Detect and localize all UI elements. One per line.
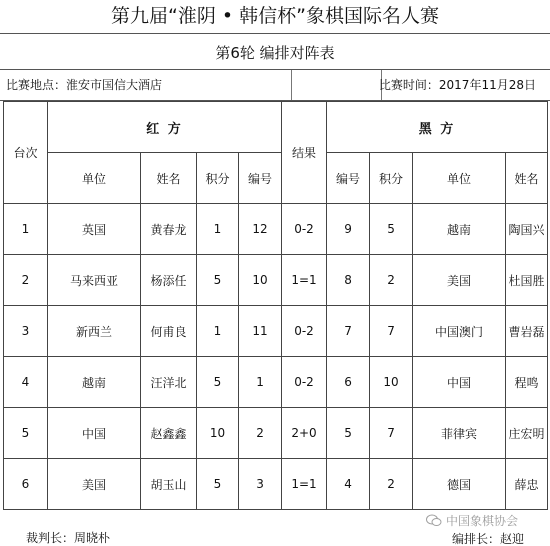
black-score-cell: 10 xyxy=(370,357,413,408)
black-score-cell: 7 xyxy=(370,408,413,459)
black-name-cell: 薛忠 xyxy=(506,459,548,510)
black-unit-cell: 中国 xyxy=(413,357,506,408)
black-unit-cell: 越南 xyxy=(413,204,506,255)
red-score-cell: 5 xyxy=(197,255,239,306)
red-number-cell: 10 xyxy=(239,255,282,306)
table-row xyxy=(4,255,548,306)
divider xyxy=(0,69,550,70)
red-unit-cell: 越南 xyxy=(48,357,141,408)
column-header: 单位 xyxy=(48,153,141,204)
red-unit-cell: 中国 xyxy=(48,408,141,459)
red-number-cell: 2 xyxy=(239,408,282,459)
table-row xyxy=(4,306,548,357)
table-row xyxy=(4,204,548,255)
black-name-cell: 曹岩磊 xyxy=(506,306,548,357)
result-cell: 0-2 xyxy=(282,357,327,408)
wechat-icon xyxy=(426,514,442,527)
table-row xyxy=(4,408,548,459)
black-score-cell: 2 xyxy=(370,255,413,306)
red-score-cell: 5 xyxy=(197,459,239,510)
watermark xyxy=(426,512,518,529)
arranger-label: 编排长：赵迎 xyxy=(452,532,525,546)
page-title: 第九届“淮阴 • 韩信杯”象棋国际名人赛 xyxy=(111,5,439,27)
round-cell: 2 xyxy=(4,255,48,306)
divider xyxy=(0,33,550,34)
result-cell: 1=1 xyxy=(282,459,327,510)
column-header: 单位 xyxy=(413,153,506,204)
round-cell: 5 xyxy=(4,408,48,459)
red-side-header: 红 方 xyxy=(48,102,282,153)
venue-label: 比赛地点：淮安市国信大酒店 xyxy=(6,78,163,92)
black-unit-cell: 美国 xyxy=(413,255,506,306)
red-unit-cell: 马来西亚 xyxy=(48,255,141,306)
black-name-cell: 程鸣 xyxy=(506,357,548,408)
red-number-cell: 3 xyxy=(239,459,282,510)
red-name-cell: 何甫良 xyxy=(141,306,197,357)
column-header: 积分 xyxy=(370,153,413,204)
red-name-cell: 赵鑫鑫 xyxy=(141,408,197,459)
result-cell: 2+0 xyxy=(282,408,327,459)
column-header: 编号 xyxy=(239,153,282,204)
black-score-cell: 5 xyxy=(370,204,413,255)
red-score-cell: 10 xyxy=(197,408,239,459)
red-name-cell: 杨添任 xyxy=(141,255,197,306)
red-number-cell: 11 xyxy=(239,306,282,357)
red-name-cell: 汪洋北 xyxy=(141,357,197,408)
black-number-cell: 4 xyxy=(327,459,370,510)
round-header: 台次 xyxy=(4,102,48,204)
column-header: 姓名 xyxy=(141,153,197,204)
black-name-cell: 杜国胜 xyxy=(506,255,548,306)
red-name-cell: 胡玉山 xyxy=(141,459,197,510)
black-number-cell: 8 xyxy=(327,255,370,306)
black-unit-cell: 中国澳门 xyxy=(413,306,506,357)
divider xyxy=(291,70,292,100)
round-cell: 4 xyxy=(4,357,48,408)
red-score-cell: 1 xyxy=(197,204,239,255)
black-name-cell: 陶国兴 xyxy=(506,204,548,255)
red-unit-cell: 美国 xyxy=(48,459,141,510)
column-header: 姓名 xyxy=(506,153,548,204)
pairing-table xyxy=(3,101,548,510)
red-number-cell: 1 xyxy=(239,357,282,408)
black-side-header: 黑 方 xyxy=(327,102,548,153)
red-name-cell: 黄春龙 xyxy=(141,204,197,255)
table-row xyxy=(4,459,548,510)
watermark-text: 中国象棋协会 xyxy=(446,514,519,528)
round-cell: 1 xyxy=(4,204,48,255)
result-cell: 1=1 xyxy=(282,255,327,306)
date-label: 比赛时间：2017年11月28日 xyxy=(378,78,536,92)
red-score-cell: 1 xyxy=(197,306,239,357)
subheader-row xyxy=(4,153,548,204)
header-row xyxy=(4,102,548,153)
red-number-cell: 12 xyxy=(239,204,282,255)
black-number-cell: 7 xyxy=(327,306,370,357)
result-cell: 0-2 xyxy=(282,204,327,255)
round-cell: 3 xyxy=(4,306,48,357)
black-score-cell: 2 xyxy=(370,459,413,510)
black-unit-cell: 德国 xyxy=(413,459,506,510)
referee-label: 裁判长：周晓朴 xyxy=(26,531,111,545)
black-number-cell: 5 xyxy=(327,408,370,459)
black-name-cell: 庄宏明 xyxy=(506,408,548,459)
column-header: 编号 xyxy=(327,153,370,204)
result-cell: 0-2 xyxy=(282,306,327,357)
black-score-cell: 7 xyxy=(370,306,413,357)
red-unit-cell: 英国 xyxy=(48,204,141,255)
result-header: 结果 xyxy=(282,102,327,204)
black-unit-cell: 菲律宾 xyxy=(413,408,506,459)
round-cell: 6 xyxy=(4,459,48,510)
column-header: 积分 xyxy=(197,153,239,204)
black-number-cell: 9 xyxy=(327,204,370,255)
black-number-cell: 6 xyxy=(327,357,370,408)
table-row xyxy=(4,357,548,408)
round-subtitle: 第6轮 编排对阵表 xyxy=(215,44,335,62)
red-score-cell: 5 xyxy=(197,357,239,408)
red-unit-cell: 新西兰 xyxy=(48,306,141,357)
